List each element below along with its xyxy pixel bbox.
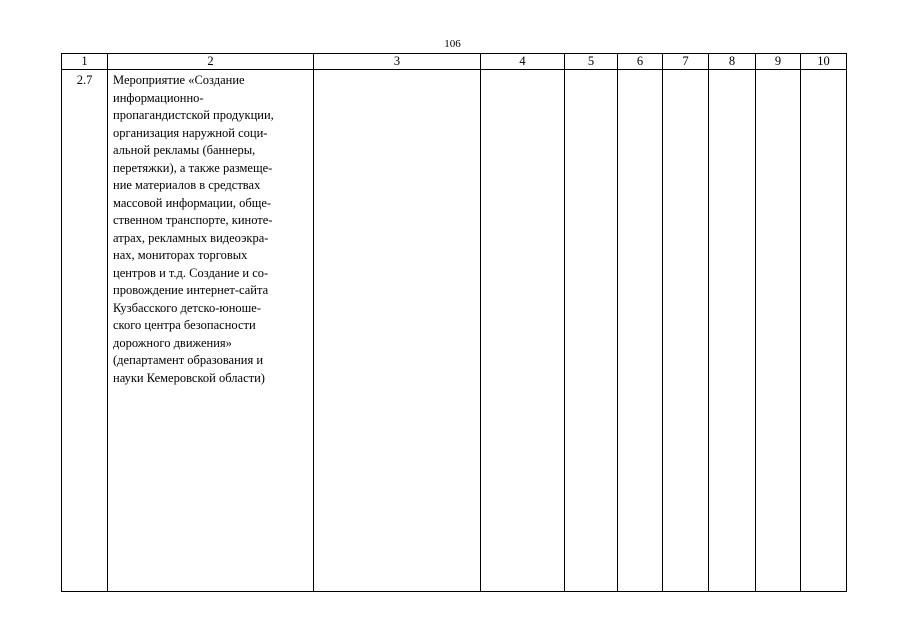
description-line: нах, мониторах торговых (113, 248, 248, 262)
column-header-3: 3 (314, 54, 481, 70)
column-header-4: 4 (481, 54, 565, 70)
table-header-row (62, 54, 847, 70)
table-cell-col7 (663, 70, 709, 592)
description-line: центров и т.д. Создание и со- (113, 265, 269, 280)
row-number-cell: 2.7 (62, 70, 108, 592)
description-line: информационно- (113, 90, 204, 105)
description-line: организация наружной соци- (113, 125, 268, 140)
column-header-10: 10 (801, 54, 847, 70)
description-line: Кузбасского детско-юноше- (113, 300, 262, 315)
description-line: дорожного движения» (113, 335, 232, 350)
table-cell-col3 (314, 70, 481, 592)
description-line: атрах, рекламных видеоэкра- (113, 230, 269, 245)
column-header-7: 7 (663, 54, 709, 70)
column-header-5: 5 (565, 54, 618, 70)
description-line: альной рекламы (баннеры, (113, 143, 256, 157)
column-header-8: 8 (709, 54, 756, 70)
column-header-9: 9 (756, 54, 801, 70)
description-line: (департамент образования и (113, 353, 264, 367)
table-cell-col10 (801, 70, 847, 592)
table-cell-col4 (481, 70, 565, 592)
page-number: 106 (444, 38, 461, 50)
column-header-6: 6 (618, 54, 663, 70)
description-line: ние материалов в средствах (113, 178, 261, 192)
description-line: массовой информации, обще- (113, 195, 272, 210)
description-line: перетяжки), а также размеще- (113, 160, 273, 175)
description-line: провождение интернет-сайта (113, 283, 269, 297)
table-cell-col6 (618, 70, 663, 592)
plan-table (61, 53, 847, 592)
table-cell-col8 (709, 70, 756, 592)
table-cell-col5 (565, 70, 618, 592)
description-line: ственном транспорте, киноте- (113, 213, 273, 227)
description-line: Мероприятие «Создание (113, 73, 245, 87)
table-cell-col9 (756, 70, 801, 592)
description-line: ского центра безопасности (113, 318, 256, 332)
row-description-cell (108, 70, 314, 592)
column-header-2: 2 (108, 54, 314, 70)
description-line: науки Кемеровской области) (113, 370, 265, 385)
column-header-1: 1 (62, 54, 108, 70)
table-row (62, 70, 847, 592)
description-line: пропагандистской продукции, (113, 108, 274, 122)
